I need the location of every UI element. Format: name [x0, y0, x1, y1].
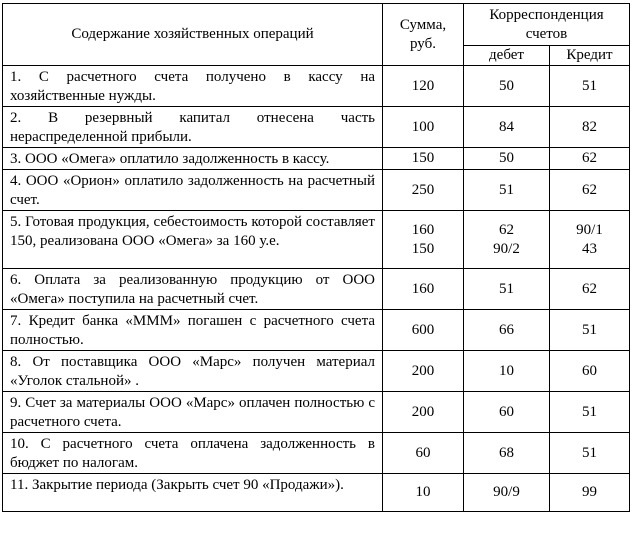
operation-debit: 50	[464, 148, 550, 170]
operation-debit	[464, 211, 550, 269]
operation-amount: 100	[383, 107, 464, 148]
operation-amount: 60	[383, 433, 464, 474]
operation-amount: 200	[383, 392, 464, 433]
table-row	[3, 107, 630, 148]
operation-description: 4. ООО «Орион» оплатило задолженность на расчетный счет.	[3, 170, 383, 211]
operation-amount	[383, 211, 464, 269]
operation-debit: 60	[464, 392, 550, 433]
table-row	[3, 148, 630, 170]
operation-debit: 66	[464, 310, 550, 351]
operation-credit: 99	[550, 474, 630, 512]
operation-debit: 10	[464, 351, 550, 392]
operation-credit: 82	[550, 107, 630, 148]
operation-description: 8. От поставщика ООО «Марс» получен материал «Уголок стальной» .	[3, 351, 383, 392]
operation-debit: 84	[464, 107, 550, 148]
operation-credit: 51	[550, 433, 630, 474]
operation-amount: 150	[383, 148, 464, 170]
table-row	[3, 170, 630, 211]
operation-amount: 10	[383, 474, 464, 512]
operation-debit: 68	[464, 433, 550, 474]
table-row	[3, 310, 630, 351]
debit-line: 62	[499, 221, 514, 238]
operation-credit: 60	[550, 351, 630, 392]
table-row	[3, 474, 630, 512]
credit-line: 43	[582, 240, 597, 257]
table-row	[3, 433, 630, 474]
header-credit: Кредит	[550, 46, 630, 66]
operation-debit: 51	[464, 269, 550, 310]
header-description: Содержание хозяйственных операций	[3, 4, 383, 66]
amount-line: 160	[411, 221, 435, 238]
header-debit: дебет	[464, 46, 550, 66]
amount-line: 150	[411, 240, 435, 257]
operations-table	[2, 3, 630, 512]
operation-credit: 62	[550, 170, 630, 211]
operation-credit: 62	[550, 269, 630, 310]
table-row	[3, 269, 630, 310]
debit-line: 90/2	[493, 240, 520, 257]
operation-amount: 200	[383, 351, 464, 392]
operation-debit: 50	[464, 66, 550, 107]
operation-description: 9. Счет за материалы ООО «Марс» оплачен полностью с расчетного счета.	[3, 392, 383, 433]
table-row	[3, 351, 630, 392]
header-correspondence: Корреспонденция счетов	[464, 4, 630, 46]
header-amount: Сумма, руб.	[383, 4, 464, 66]
operation-amount: 250	[383, 170, 464, 211]
operation-description: 11. Закрытие периода (Закрыть счет 90 «Продажи»).	[3, 474, 383, 512]
table-row	[3, 211, 630, 269]
operation-description: 3. ООО «Омега» оплатило задолженность в кассу.	[3, 148, 383, 170]
operation-description: 1. С расчетного счета получено в кассу на хозяйственные нужды.	[3, 66, 383, 107]
operation-amount: 160	[383, 269, 464, 310]
operation-debit: 51	[464, 170, 550, 211]
header-row	[3, 4, 630, 46]
operation-credit: 51	[550, 310, 630, 351]
table-row	[3, 392, 630, 433]
operation-amount: 600	[383, 310, 464, 351]
operation-debit: 90/9	[464, 474, 550, 512]
credit-line: 90/1	[576, 221, 603, 238]
operation-credit: 51	[550, 392, 630, 433]
operation-description: 10. С расчетного счета оплачена задолженность в бюджет по налогам.	[3, 433, 383, 474]
table-row	[3, 66, 630, 107]
operation-credit: 62	[550, 148, 630, 170]
operation-description: 6. Оплата за реализованную продукцию от ООО «Омега» поступила на расчетный счет.	[3, 269, 383, 310]
operation-credit	[550, 211, 630, 269]
operation-amount: 120	[383, 66, 464, 107]
operation-credit: 51	[550, 66, 630, 107]
operation-description: 7. Кредит банка «МММ» погашен с расчетного счета полностью.	[3, 310, 383, 351]
operation-description: 5. Готовая продукция, себестоимость которой составляет 150, реализована ООО «Омега» за 160 у.е.	[3, 211, 383, 269]
operation-description: 2. В резервный капитал отнесена часть нераспределенной прибыли.	[3, 107, 383, 148]
